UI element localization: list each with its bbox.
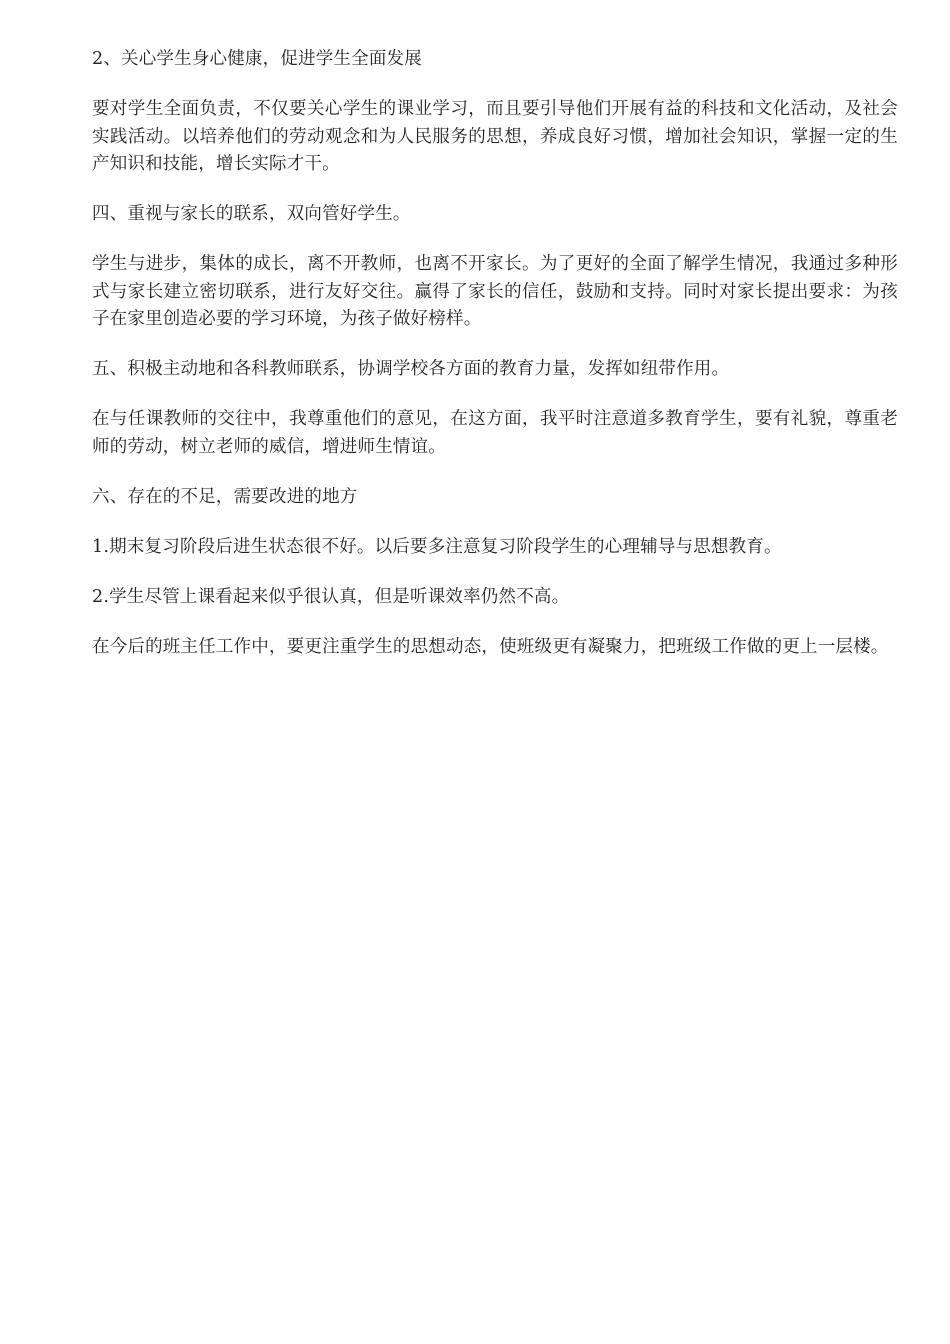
section-heading-teachers: 五、积极主动地和各科教师联系，协调学校各方面的教育力量，发挥如纽带作用。 xyxy=(92,359,730,379)
list-item-shortcoming-2: 2.学生尽管上课看起来似乎很认真，但是听课效率仍然不高。 xyxy=(92,586,570,607)
paragraph-parent-contact: 学生与进步，集体的成长，离不开教师，也离不开家长。为了更好的全面了解学生情况，我通过多种形式与家长建立密切联系，进行友好交往。赢得了家长的信任，鼓励和支持。同时对家长提出要求：为孩子在家里创造必要的学习环境，为孩子做好榜样。 xyxy=(92,254,898,329)
section-heading-parents: 四、重视与家长的联系，双向管好学生。 xyxy=(92,204,411,224)
section-heading-shortcomings: 六、存在的不足，需要改进的地方 xyxy=(92,486,358,507)
section-heading-health: 2、关心学生身心健康，促进学生全面发展 xyxy=(92,49,422,69)
list-item-shortcoming-1: 1.期末复习阶段后进生状态很不好。以后要多注意复习阶段学生的心理辅导与思想教育。 xyxy=(92,536,782,557)
paragraph-teacher-relations: 在与任课教师的交往中，我尊重他们的意见，在这方面，我平时注意道多教育学生，要有礼貌，尊重老师的劳动，树立老师的威信，增进师生情谊。 xyxy=(92,409,898,457)
document-body xyxy=(92,46,898,684)
paragraph-holistic-responsibility: 要对学生全面负责，不仅要关心学生的课业学习，而且要引导他们开展有益的科技和文化活动，及社会实践活动。以培养他们的劳动观念和为人民服务的思想，养成良好习惯，增加社会知识，掌握一定的生产知识和技能，增长实际才干。 xyxy=(92,99,898,174)
paragraph-conclusion: 在今后的班主任工作中，要更注重学生的思想动态，使班级更有凝聚力，把班级工作做的更上一层楼。 xyxy=(92,636,889,657)
